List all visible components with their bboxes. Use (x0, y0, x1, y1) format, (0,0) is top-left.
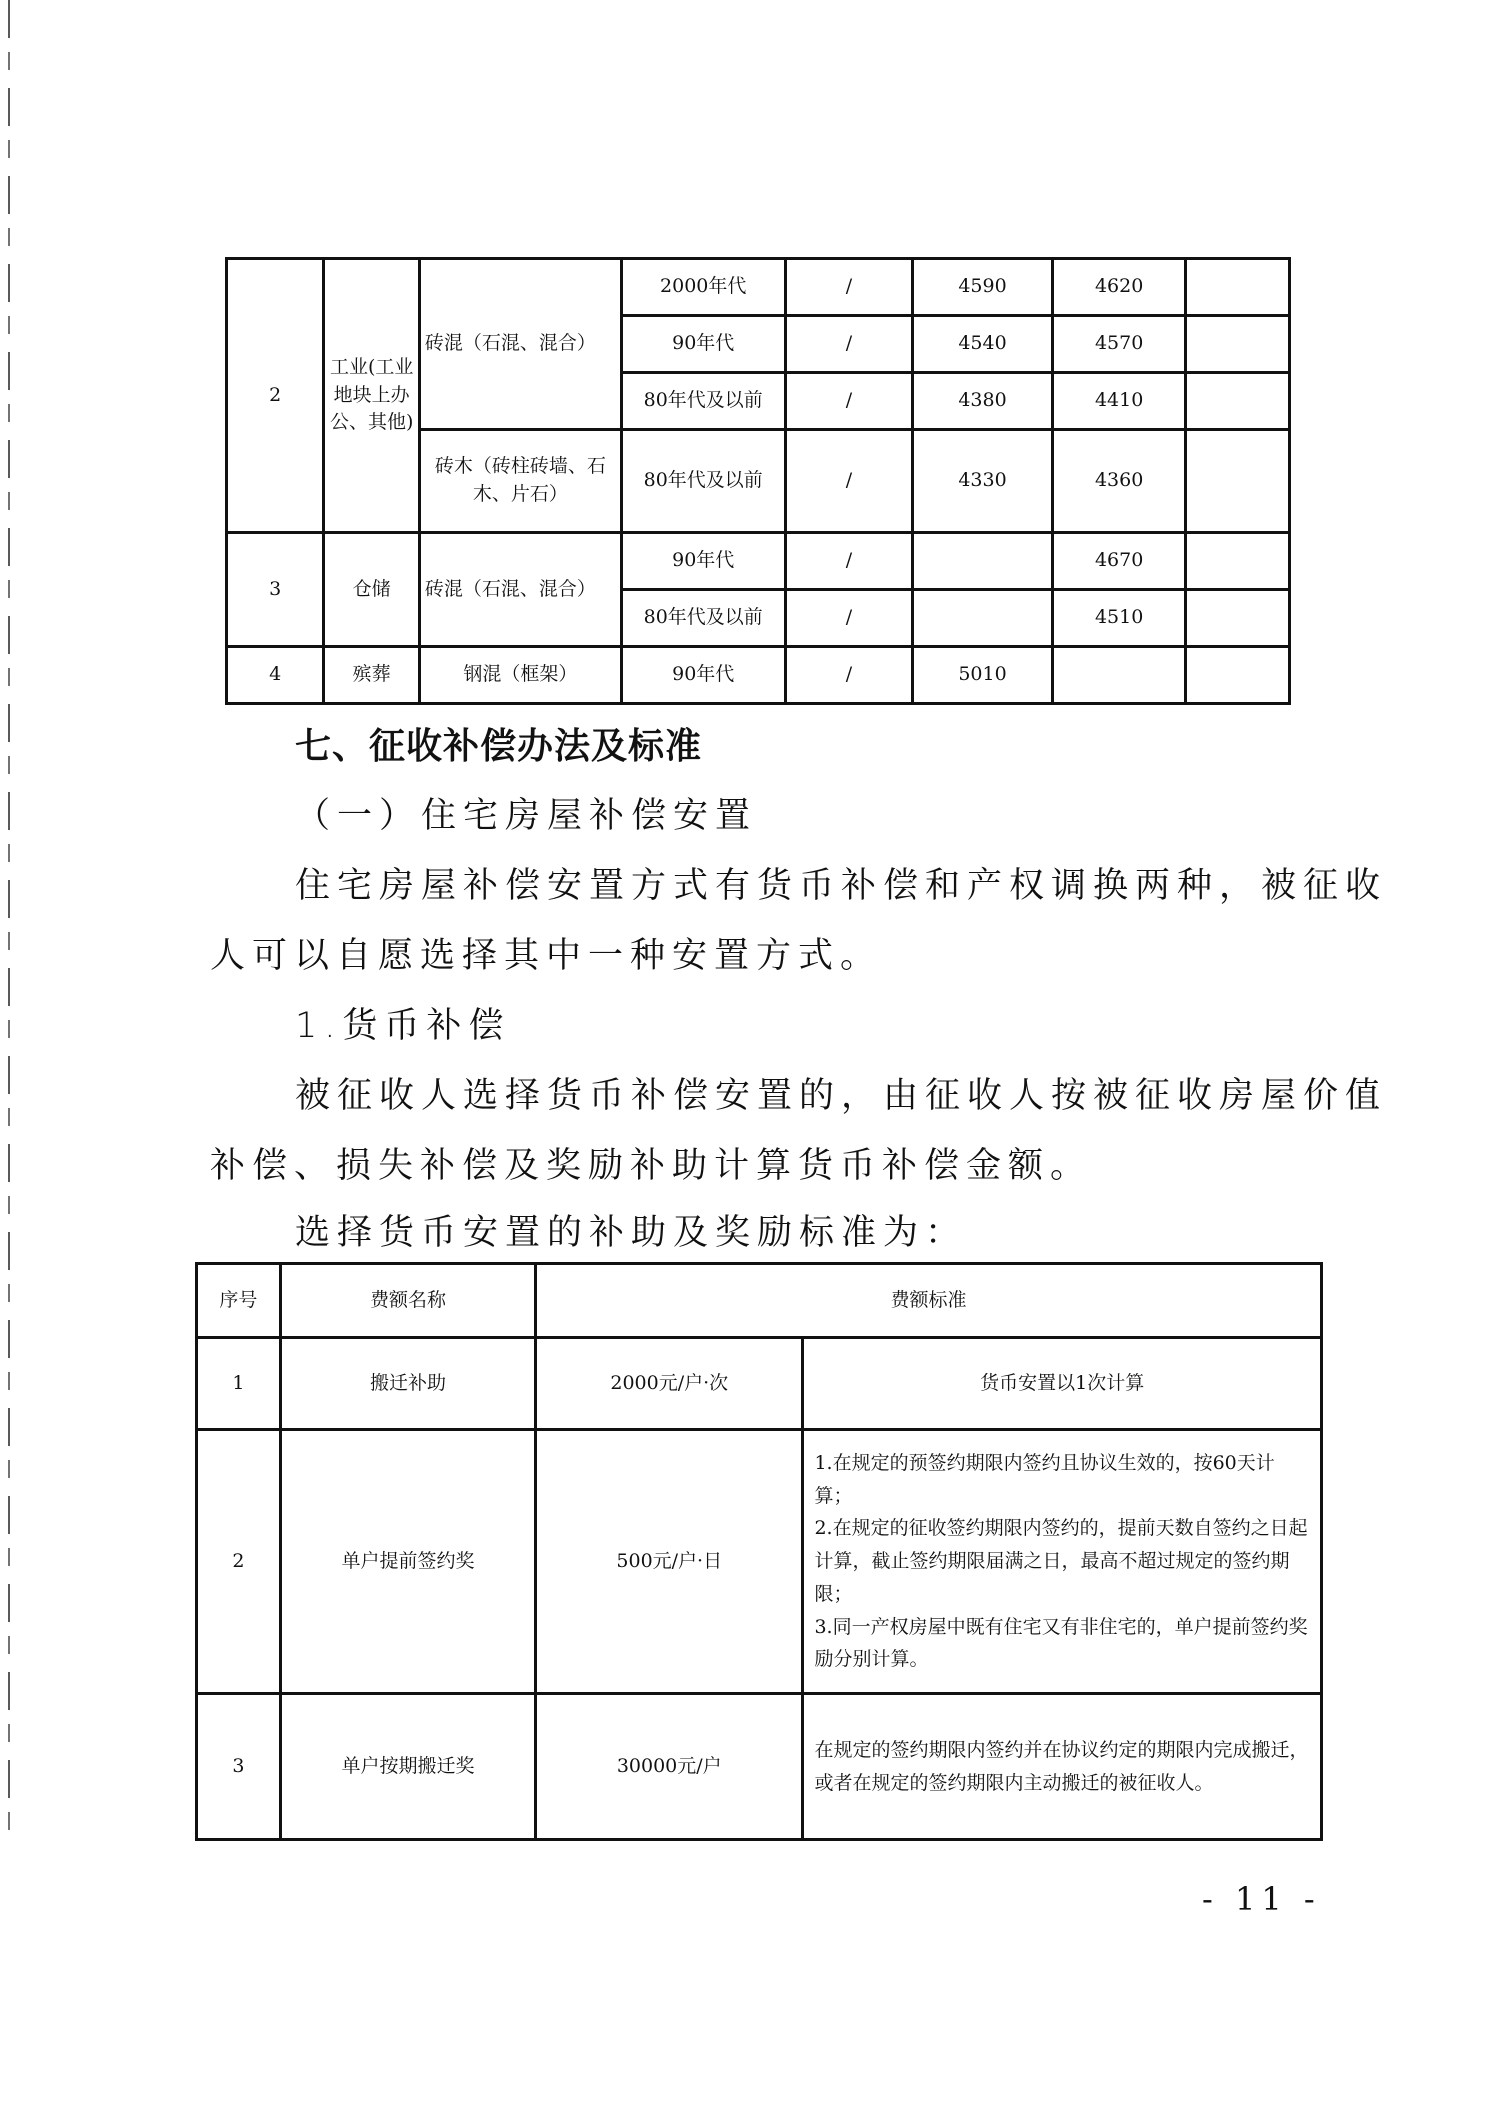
cell-structure: 砖混（石混、混合） (419, 533, 621, 647)
table-row (227, 647, 1290, 704)
table-header-row (197, 1264, 1322, 1338)
cell-amount: 30000元/户 (536, 1694, 803, 1840)
cell-era: 90年代 (621, 533, 785, 590)
cell-value (1186, 316, 1290, 373)
item-heading: 1.货币补偿 (295, 1006, 511, 1046)
cell-structure: 钢混（框架） (419, 647, 621, 704)
cell-value (1186, 259, 1290, 316)
section-heading: 七、征收补偿办法及标准 (295, 726, 703, 767)
cell-value (913, 590, 1053, 647)
cell-no: 1 (197, 1338, 281, 1430)
table-row (197, 1694, 1322, 1840)
fee-standard-table (195, 1262, 1323, 1841)
cell-value: / (785, 373, 913, 430)
cell-value: / (785, 533, 913, 590)
building-price-table (225, 257, 1291, 705)
paragraph-line: 选择货币安置的补助及奖励标准为： (295, 1213, 968, 1253)
cell-value: 4360 (1052, 430, 1186, 533)
note-item: 2.在规定的征收签约期限内签约的，提前天数自签约之日起计算，截止签约期限届满之日，最高不超过规定的签约期限； (814, 1517, 1308, 1605)
cell-value (913, 533, 1053, 590)
cell-structure: 砖木（砖柱砖墙、石木、片石） (419, 430, 621, 533)
cell-value (1052, 647, 1186, 704)
cell-value: 4590 (913, 259, 1053, 316)
cell-no: 3 (227, 533, 324, 647)
cell-name: 单户按期搬迁奖 (280, 1694, 535, 1840)
cell-note: 货币安置以1次计算 (803, 1338, 1322, 1430)
cell-era: 80年代及以前 (621, 373, 785, 430)
cell-amount: 2000元/户·次 (536, 1338, 803, 1430)
cell-era: 90年代 (621, 316, 785, 373)
cell-value (1186, 373, 1290, 430)
cell-amount: 500元/户·日 (536, 1430, 803, 1694)
scan-binding-edge (8, 0, 10, 1840)
page-number: - 11 - (1202, 1880, 1321, 1918)
cell-value: 4670 (1052, 533, 1186, 590)
paragraph-line: 人可以自愿选择其中一种安置方式。 (210, 936, 883, 976)
cell-value: / (785, 430, 913, 533)
cell-value: / (785, 259, 913, 316)
cell-value: 4410 (1052, 373, 1186, 430)
header-name: 费额名称 (280, 1264, 535, 1338)
cell-value (1186, 533, 1290, 590)
paragraph-line: 住宅房屋补偿安置方式有货币补偿和产权调换两种，被征收 (295, 866, 1388, 906)
table-row (227, 533, 1290, 590)
cell-value: 4380 (913, 373, 1053, 430)
table-row (227, 259, 1290, 316)
cell-no: 2 (227, 259, 324, 533)
cell-value: / (785, 647, 913, 704)
subsection-heading: （一）住宅房屋补偿安置 (295, 796, 758, 836)
cell-era: 80年代及以前 (621, 590, 785, 647)
cell-era: 90年代 (621, 647, 785, 704)
cell-value: 4510 (1052, 590, 1186, 647)
cell-value: / (785, 316, 913, 373)
cell-value: 4330 (913, 430, 1053, 533)
paragraph-line: 被征收人选择货币补偿安置的，由征收人按被征收房屋价值 (295, 1076, 1388, 1116)
header-standard: 费额标准 (536, 1264, 1322, 1338)
cell-value: 4570 (1052, 316, 1186, 373)
cell-name: 单户提前签约奖 (280, 1430, 535, 1694)
cell-structure: 砖混（石混、混合） (419, 259, 621, 430)
cell-use: 工业(工业地块上办公、其他) (324, 259, 419, 533)
cell-value: / (785, 590, 913, 647)
table-row (197, 1430, 1322, 1694)
cell-value: 4540 (913, 316, 1053, 373)
cell-era: 2000年代 (621, 259, 785, 316)
note-item: 3.同一产权房屋中既有住宅又有非住宅的，单户提前签约奖励分别计算。 (814, 1615, 1308, 1671)
note-item: 1.在规定的预签约期限内签约且协议生效的，按60天计算； (814, 1452, 1275, 1507)
cell-note: 在规定的签约期限内签约并在协议约定的期限内完成搬迁，或者在规定的签约期限内主动搬迁的被征收人。 (803, 1694, 1322, 1840)
cell-note (803, 1430, 1322, 1694)
header-no: 序号 (197, 1264, 281, 1338)
cell-value: 5010 (913, 647, 1053, 704)
cell-value (1186, 647, 1290, 704)
cell-no: 3 (197, 1694, 281, 1840)
cell-value (1186, 430, 1290, 533)
cell-era: 80年代及以前 (621, 430, 785, 533)
cell-no: 4 (227, 647, 324, 704)
cell-value: 4620 (1052, 259, 1186, 316)
cell-name: 搬迁补助 (280, 1338, 535, 1430)
paragraph-line: 补偿、损失补偿及奖励补助计算货币补偿金额。 (210, 1146, 1093, 1186)
cell-value (1186, 590, 1290, 647)
cell-no: 2 (197, 1430, 281, 1694)
cell-use: 仓储 (324, 533, 419, 647)
cell-use: 殡葬 (324, 647, 419, 704)
table-row (197, 1338, 1322, 1430)
